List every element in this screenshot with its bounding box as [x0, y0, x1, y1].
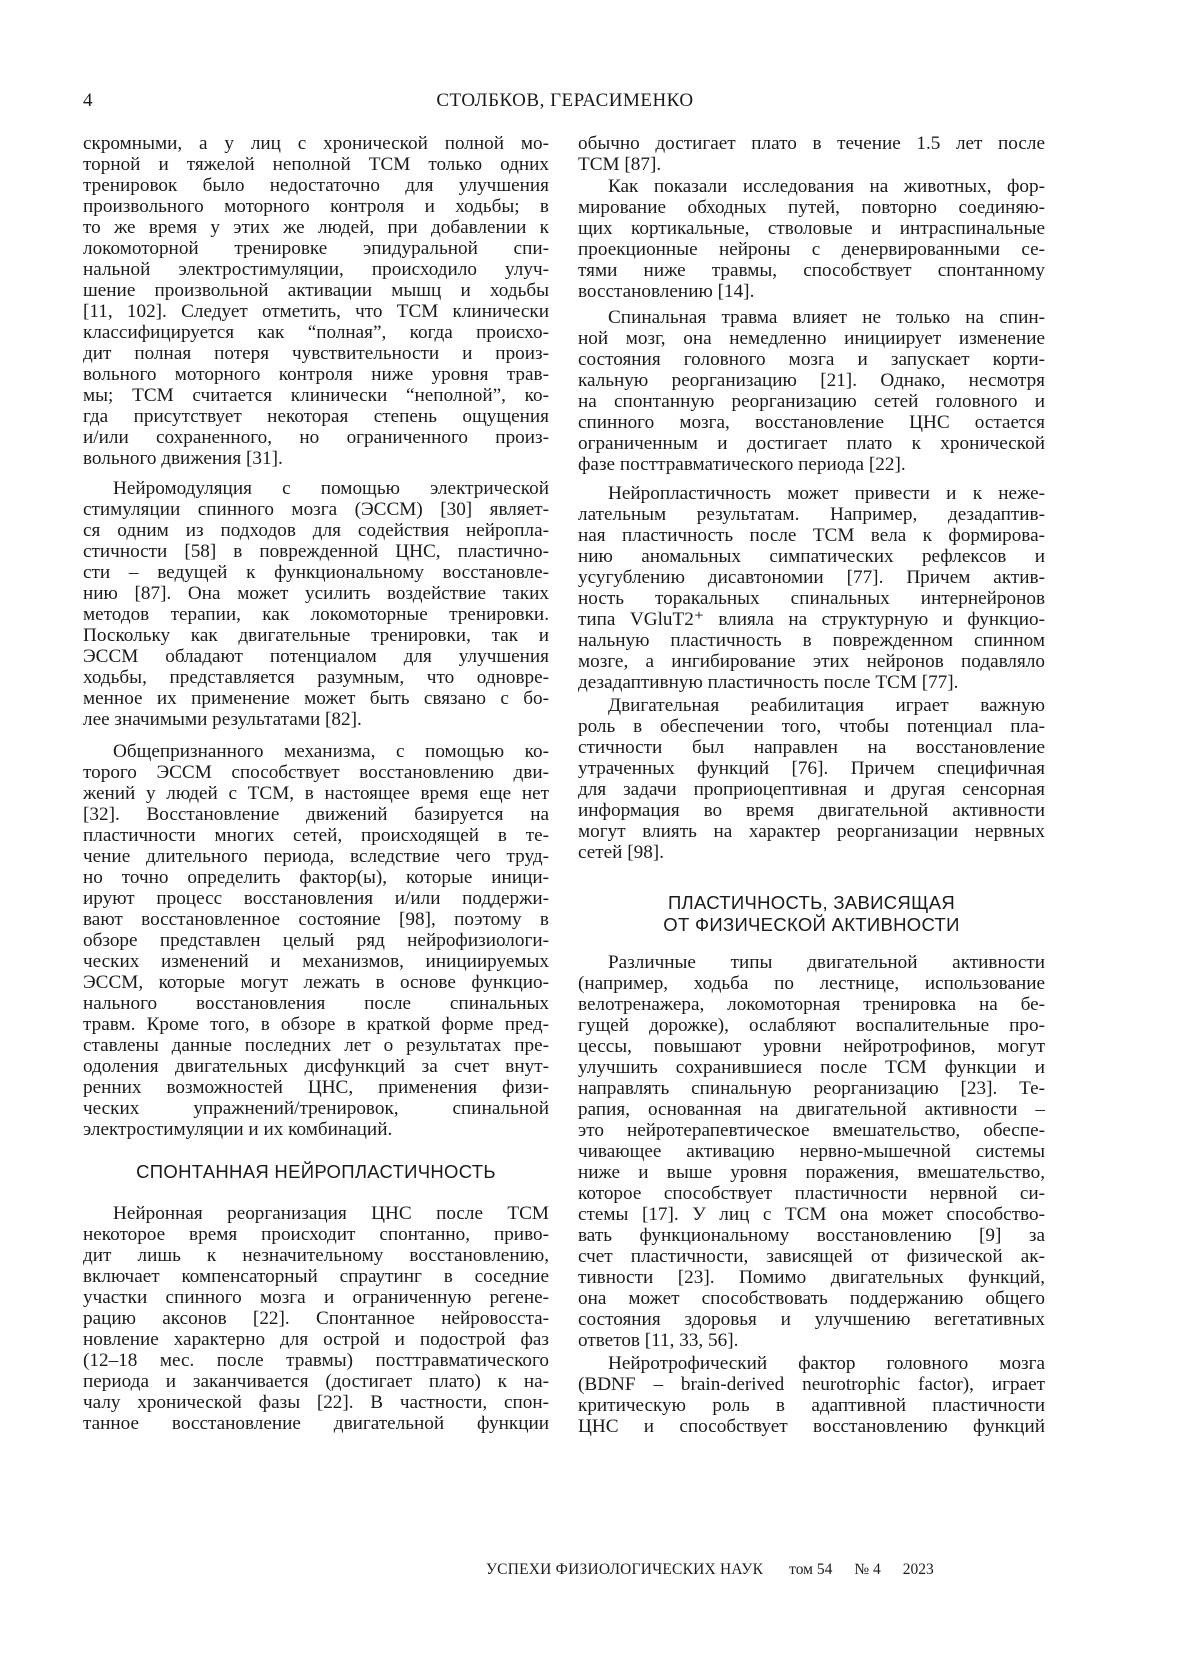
text-line: то же время у этих же людей, при добавлении к: [83, 217, 549, 238]
running-header-authors: СТОЛБКОВ, ГЕРАСИМЕНКО: [330, 90, 800, 112]
text-line: ЭССМ обладают потенциалом для улучшения: [83, 646, 549, 667]
text-line: ставлены данные последних лет о результатах пре-: [83, 1035, 549, 1056]
text-line: вольного моторного контроля ниже уровня трав-: [83, 364, 549, 385]
text-line: локомоторной тренировке эпидуральной спи-: [83, 238, 549, 259]
text-line: [11, 102]. Следует отметить, что ТСМ клинически: [83, 301, 549, 322]
text-line: мирование обходных путей, повторно соединяю-: [578, 197, 1045, 218]
paragraph: [578, 952, 1045, 1351]
text-line: роль в обеспечении того, чтобы потенциал пла-: [578, 716, 1045, 737]
text-line: периода и заканчивается (достигает плато) к на-: [83, 1371, 549, 1392]
text-line: ся одним из подходов для содействия нейропла-: [83, 520, 549, 541]
text-line: но точно определить фактор(ы), которые иници-: [83, 867, 549, 888]
text-line: Общепризнанного механизма, с помощью ко-: [83, 741, 549, 762]
text-line: пластичности многих сетей, происходящей в те-: [83, 825, 549, 846]
text-line: ниже и выше уровня поражения, вмешательство,: [578, 1162, 1045, 1183]
section-heading: [578, 892, 1045, 936]
text-line: Поскольку как двигательные тренировки, так и: [83, 625, 549, 646]
text-line: лее значимыми результатами [82].: [83, 709, 549, 730]
text-line: шение произвольной активации мышц и ходьбы: [83, 280, 549, 301]
text-line: тренировок было недостаточно для улучшения: [83, 175, 549, 196]
text-line: [32]. Восстановление движений базируется на: [83, 804, 549, 825]
text-line: дит полная потеря чувствительности и произ-: [83, 343, 549, 364]
text-line: фазе посттравматического периода [22].: [578, 454, 1045, 475]
text-line: тями ниже травмы, способствует спонтанному: [578, 260, 1045, 281]
text-line: на спонтанную реорганизацию сетей головного и: [578, 391, 1045, 412]
page-number: 4: [83, 90, 93, 112]
text-line: ируют процесс восстановления и/или поддержи-: [83, 888, 549, 909]
text-line: (например, ходьба по лестнице, использование: [578, 973, 1045, 994]
text-line: травм. Кроме того, в обзоре в краткой форме пред-: [83, 1014, 549, 1035]
paragraph: [578, 695, 1045, 863]
text-line: ческих упражнений/тренировок, спинальной: [83, 1098, 549, 1119]
paragraph: [83, 741, 549, 1140]
text-line: нальной электростимуляции, происходило улуч-: [83, 259, 549, 280]
text-line: ческих изменений и механизмов, инициируемых: [83, 951, 549, 972]
text-line: стичности был направлен на восстановление: [578, 737, 1045, 758]
text-line: для задачи проприоцептивная и другая сенсорная: [578, 779, 1045, 800]
text-line: это нейротерапевтическое вмешательство, обеспе-: [578, 1120, 1045, 1141]
text-line: мозге, а ингибирование этих нейронов подавляло: [578, 651, 1045, 672]
text-line: новление характерно для острой и подострой фаз: [83, 1329, 549, 1350]
text-line: дит лишь к незначительному восстановлению,: [83, 1245, 549, 1266]
paragraph: [83, 1203, 549, 1434]
text-line: танное восстановление двигательной функции: [83, 1413, 549, 1434]
journal-footer: [486, 1561, 1046, 1579]
text-line: классифицируется как “полная”, когда происхо-: [83, 322, 549, 343]
text-line: гущей дорожке), ослабляют воспалительные про-: [578, 1015, 1045, 1036]
text-line: торной и тяжелой неполной ТСМ только одних: [83, 154, 549, 175]
text-line: нию аномальных симпатических рефлексов и: [578, 546, 1045, 567]
paragraph: [578, 176, 1045, 302]
text-line: утраченных функций [76]. Причем специфичная: [578, 758, 1045, 779]
text-line: могут влиять на характер реорганизации нервных: [578, 821, 1045, 842]
text-line: ная пластичность после ТСМ вела к формирова-: [578, 525, 1045, 546]
text-line: Различные типы двигательной активности: [578, 952, 1045, 973]
text-line: (12–18 мес. после травмы) посттравматического: [83, 1350, 549, 1371]
text-line: Как показали исследования на животных, фор-: [578, 176, 1045, 197]
text-line: улучшить сохранившиеся после ТСМ функции и: [578, 1057, 1045, 1078]
text-line: которое способствует пластичности нервной си-: [578, 1183, 1045, 1204]
paragraph: [578, 133, 1045, 175]
text-line: Нейротрофический фактор головного мозга: [578, 1353, 1045, 1374]
text-line: усугублению дисавтономии [77]. Причем актив-: [578, 567, 1045, 588]
text-line: цессы, повышают уровни нейротрофинов, могут: [578, 1036, 1045, 1057]
text-line: сти – ведущей к функциональному восстановле-: [83, 562, 549, 583]
text-line: тивности [23]. Помимо двигательных функций,: [578, 1267, 1045, 1288]
text-line: электростимуляции и их комбинаций.: [83, 1119, 549, 1140]
text-line: торого ЭССМ способствует восстановлению дви-: [83, 762, 549, 783]
text-line: информация во время двигательной активности: [578, 800, 1045, 821]
text-line: произвольного моторного контроля и ходьбы; в: [83, 196, 549, 217]
text-line: чение длительного периода, вследствие чего труд-: [83, 846, 549, 867]
text-line: ограниченным и достигает плато к хронической: [578, 433, 1045, 454]
text-line: направлять спинальную реорганизацию [23]. Те-: [578, 1078, 1045, 1099]
text-line: сетей [98].: [578, 842, 1045, 863]
text-line: типа VGluT2⁺ влияла на структурную и функцио-: [578, 609, 1045, 630]
text-line: ность торакальных спинальных интернейронов: [578, 588, 1045, 609]
text-line: счет пластичности, зависящей от физической ак-: [578, 1246, 1045, 1267]
text-line: ренних возможностей ЦНС, применения физи-: [83, 1077, 549, 1098]
text-line: вать функциональному восстановлению [9] за: [578, 1225, 1045, 1246]
text-line: состояния здоровья и улучшению вегетативных: [578, 1309, 1045, 1330]
text-line: ТСМ [87].: [578, 154, 1045, 175]
text-line: гда присутствует некоторая степень ощущения: [83, 406, 549, 427]
text-line: восстановлению [14].: [578, 281, 1045, 302]
text-line: щих кортикальные, стволовые и интраспинальные: [578, 218, 1045, 239]
text-line: Спинальная травма влияет не только на спин-: [578, 307, 1045, 328]
text-line: спинного мозга, восстановление ЦНС остается: [578, 412, 1045, 433]
paragraph: [578, 1353, 1045, 1437]
text-line: и/или сохраненного, но ограниченного произ-: [83, 427, 549, 448]
paragraph: [578, 307, 1045, 475]
text-line: Нейронная реорганизация ЦНС после ТСМ: [83, 1203, 549, 1224]
text-line: менное их применение может быть связано с бо-: [83, 688, 549, 709]
section-heading: [83, 1161, 549, 1183]
text-line: рапия, основанная на двигательной активности –: [578, 1099, 1045, 1120]
heading-line: ОТ ФИЗИЧЕСКОЙ АКТИВНОСТИ: [578, 914, 1045, 936]
text-line: ной мозг, она немедленно инициирует изменение: [578, 328, 1045, 349]
text-line: ходьбы, представляется разумным, что одновре-: [83, 667, 549, 688]
text-line: вают восстановленное состояние [98], поэтому в: [83, 909, 549, 930]
text-line: Двигательная реабилитация играет важную: [578, 695, 1045, 716]
text-line: нию [87]. Она может усилить воздействие таких: [83, 583, 549, 604]
text-line: чалу хронической фазы [22]. В частности, спон-: [83, 1392, 549, 1413]
text-line: стемы [17]. У лиц с ТСМ она может способство-: [578, 1204, 1045, 1225]
text-line: обзоре представлен целый ряд нейрофизиологи-: [83, 930, 549, 951]
journal-name: УСПЕХИ ФИЗИОЛОГИЧЕСКИХ НАУК: [486, 1561, 763, 1579]
text-line: она может способствовать поддержанию общего: [578, 1288, 1045, 1309]
journal-year: 2023: [903, 1561, 934, 1579]
text-line: нальную пластичность в поврежденном спинном: [578, 630, 1045, 651]
text-line: лательным результатам. Например, дезадаптив-: [578, 504, 1045, 525]
paragraph: [578, 483, 1045, 693]
text-line: мы; ТСМ считается клинически “неполной”, ко-: [83, 385, 549, 406]
text-line: чивающее активацию нервно-мышечной системы: [578, 1141, 1045, 1162]
journal-volume: том 54: [789, 1561, 832, 1579]
text-line: нального восстановления после спинальных: [83, 993, 549, 1014]
text-line: стимуляции спинного мозга (ЭССМ) [30] являет-: [83, 499, 549, 520]
text-line: одоления двигательных дисфункций за счет внут-: [83, 1056, 549, 1077]
text-line: включает компенсаторный спраутинг в соседние: [83, 1266, 549, 1287]
text-line: (BDNF – brain-derived neurotrophic factor), играет: [578, 1374, 1045, 1395]
text-line: ЦНС и способствует восстановлению функций: [578, 1416, 1045, 1437]
journal-issue: № 4: [854, 1561, 880, 1579]
text-line: критическую роль в адаптивной пластичности: [578, 1395, 1045, 1416]
text-line: рацию аксонов [22]. Спонтанное нейровосста-: [83, 1308, 549, 1329]
text-line: Нейромодуляция с помощью электрической: [83, 478, 549, 499]
text-line: дезадаптивную пластичность после ТСМ [77].: [578, 672, 1045, 693]
text-line: Нейропластичность может привести и к неже-: [578, 483, 1045, 504]
heading-line: ПЛАСТИЧНОСТЬ, ЗАВИСЯЩАЯ: [578, 892, 1045, 914]
text-line: жений у людей с ТСМ, в настоящее время еще нет: [83, 783, 549, 804]
paragraph: [83, 133, 549, 469]
text-line: участки спинного мозга и ограниченную регене-: [83, 1287, 549, 1308]
paragraph: [83, 478, 549, 730]
text-line: скромными, а у лиц с хронической полной мо-: [83, 133, 549, 154]
text-line: вольного движения [31].: [83, 448, 549, 469]
text-line: ЭССМ, которые могут лежать в основе функцио-: [83, 972, 549, 993]
text-line: некоторое время происходит спонтанно, приво-: [83, 1224, 549, 1245]
text-line: проекционные нейроны с денервированными се-: [578, 239, 1045, 260]
text-line: велотренажера, локомоторная тренировка на бе-: [578, 994, 1045, 1015]
text-line: стичности [58] в поврежденной ЦНС, пластично-: [83, 541, 549, 562]
text-line: кальную реорганизацию [21]. Однако, несмотря: [578, 370, 1045, 391]
text-line: ответов [11, 33, 56].: [578, 1330, 1045, 1351]
text-line: методов терапии, как локомоторные тренировки.: [83, 604, 549, 625]
text-line: состояния головного мозга и запускает корти-: [578, 349, 1045, 370]
text-line: обычно достигает плато в течение 1.5 лет после: [578, 133, 1045, 154]
heading-line: СПОНТАННАЯ НЕЙРОПЛАСТИЧНОСТЬ: [83, 1161, 549, 1183]
